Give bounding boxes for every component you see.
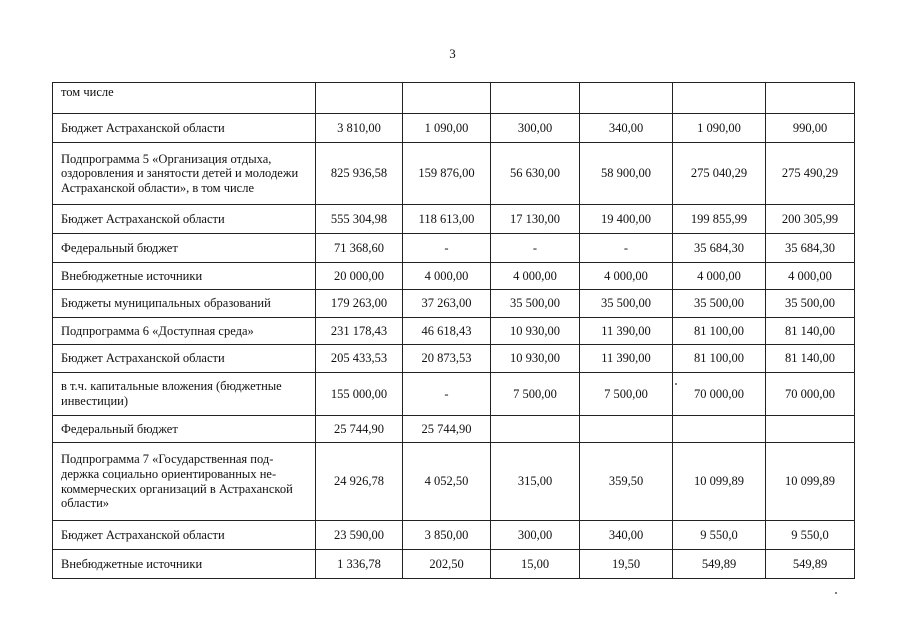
amount-cell: 25 744,90	[316, 416, 403, 443]
amount-cell: 20 873,53	[403, 345, 491, 373]
amount-cell: 4 000,00	[580, 263, 673, 290]
amount-cell: 3 850,00	[403, 521, 491, 550]
scan-speck	[835, 592, 837, 594]
amount-cell: 549,89	[673, 550, 766, 579]
amount-cell: 275 490,29	[766, 143, 855, 205]
amount-cell: 315,00	[491, 443, 580, 521]
amount-cell: 70 000,00	[766, 373, 855, 416]
amount-cell: 35 684,30	[766, 234, 855, 263]
table-row	[53, 521, 855, 550]
amount-cell	[766, 416, 855, 443]
amount-cell: 4 000,00	[403, 263, 491, 290]
amount-cell: 35 500,00	[673, 290, 766, 318]
amount-cell: 11 390,00	[580, 318, 673, 345]
amount-cell: 35 500,00	[766, 290, 855, 318]
amount-cell: 35 500,00	[491, 290, 580, 318]
amount-cell: 549,89	[766, 550, 855, 579]
table-row	[53, 205, 855, 234]
amount-cell	[491, 83, 580, 114]
amount-cell: 37 263,00	[403, 290, 491, 318]
scan-speck	[675, 383, 677, 385]
amount-cell	[580, 83, 673, 114]
budget-table-body	[53, 83, 855, 579]
amount-cell: 11 390,00	[580, 345, 673, 373]
amount-cell: 23 590,00	[316, 521, 403, 550]
amount-cell: 1 090,00	[403, 114, 491, 143]
amount-cell: 35 684,30	[673, 234, 766, 263]
row-label-cell: Подпрограмма 5 «Организация отдыха, оздоровления и занятости детей и молодежи Астраханской области», в том числе	[53, 143, 316, 205]
row-label-cell: Федеральный бюджет	[53, 416, 316, 443]
amount-cell: 340,00	[580, 114, 673, 143]
table-row	[53, 416, 855, 443]
amount-cell: 71 368,60	[316, 234, 403, 263]
table-row	[53, 345, 855, 373]
amount-cell: 81 100,00	[673, 345, 766, 373]
table-row	[53, 263, 855, 290]
amount-cell: 9 550,0	[673, 521, 766, 550]
amount-cell	[673, 83, 766, 114]
amount-cell: 1 336,78	[316, 550, 403, 579]
table-row	[53, 83, 855, 114]
amount-cell: 155 000,00	[316, 373, 403, 416]
amount-cell: 81 140,00	[766, 318, 855, 345]
amount-cell: 15,00	[491, 550, 580, 579]
amount-cell: 990,00	[766, 114, 855, 143]
table-row	[53, 373, 855, 416]
table-row	[53, 114, 855, 143]
row-label-cell: Бюджет Астраханской области	[53, 345, 316, 373]
amount-cell: 25 744,90	[403, 416, 491, 443]
amount-cell: 275 040,29	[673, 143, 766, 205]
amount-cell	[403, 83, 491, 114]
amount-cell: 4 000,00	[491, 263, 580, 290]
amount-cell: 19,50	[580, 550, 673, 579]
table-row	[53, 290, 855, 318]
row-label-cell: Внебюджетные источники	[53, 263, 316, 290]
amount-cell: 825 936,58	[316, 143, 403, 205]
amount-cell: 4 000,00	[673, 263, 766, 290]
amount-cell: 200 305,99	[766, 205, 855, 234]
amount-cell: 70 000,00	[673, 373, 766, 416]
amount-cell: 199 855,99	[673, 205, 766, 234]
amount-cell: 359,50	[580, 443, 673, 521]
amount-cell: -	[403, 373, 491, 416]
amount-cell: 10 930,00	[491, 318, 580, 345]
amount-cell: 118 613,00	[403, 205, 491, 234]
amount-cell: 202,50	[403, 550, 491, 579]
amount-cell: -	[491, 234, 580, 263]
amount-cell	[316, 83, 403, 114]
table-row	[53, 550, 855, 579]
amount-cell: 7 500,00	[491, 373, 580, 416]
amount-cell: -	[403, 234, 491, 263]
amount-cell: 555 304,98	[316, 205, 403, 234]
amount-cell	[673, 416, 766, 443]
amount-cell: 19 400,00	[580, 205, 673, 234]
amount-cell: 10 099,89	[673, 443, 766, 521]
amount-cell: 9 550,0	[766, 521, 855, 550]
amount-cell: 159 876,00	[403, 143, 491, 205]
amount-cell: 179 263,00	[316, 290, 403, 318]
table-row	[53, 234, 855, 263]
row-label-cell: Подпрограмма 6 «Доступная среда»	[53, 318, 316, 345]
amount-cell: 81 140,00	[766, 345, 855, 373]
amount-cell: 340,00	[580, 521, 673, 550]
amount-cell: 81 100,00	[673, 318, 766, 345]
table-row	[53, 318, 855, 345]
row-label-cell: Бюджет Астраханской области	[53, 114, 316, 143]
amount-cell: 231 178,43	[316, 318, 403, 345]
amount-cell: 4 000,00	[766, 263, 855, 290]
row-label-cell: Бюджет Астраханской области	[53, 521, 316, 550]
row-label-cell: Подпрограмма 7 «Государственная под-держка социально ориентированных не-коммерческих организаций в Астраханской области»	[53, 443, 316, 521]
amount-cell: -	[580, 234, 673, 263]
row-label-cell: Федеральный бюджет	[53, 234, 316, 263]
page-number: 3	[449, 46, 456, 61]
row-label-cell: том числе	[53, 83, 316, 114]
amount-cell: 56 630,00	[491, 143, 580, 205]
amount-cell: 1 090,00	[673, 114, 766, 143]
table-row	[53, 443, 855, 521]
amount-cell: 17 130,00	[491, 205, 580, 234]
amount-cell: 46 618,43	[403, 318, 491, 345]
amount-cell: 10 099,89	[766, 443, 855, 521]
amount-cell: 300,00	[491, 521, 580, 550]
amount-cell: 300,00	[491, 114, 580, 143]
row-label-cell: в т.ч. капитальные вложения (бюджетные инвестиции)	[53, 373, 316, 416]
budget-table	[52, 82, 855, 579]
amount-cell: 3 810,00	[316, 114, 403, 143]
amount-cell: 20 000,00	[316, 263, 403, 290]
amount-cell: 10 930,00	[491, 345, 580, 373]
amount-cell	[491, 416, 580, 443]
amount-cell: 24 926,78	[316, 443, 403, 521]
table-row	[53, 143, 855, 205]
amount-cell: 7 500,00	[580, 373, 673, 416]
amount-cell: 58 900,00	[580, 143, 673, 205]
amount-cell: 4 052,50	[403, 443, 491, 521]
row-label-cell: Бюджет Астраханской области	[53, 205, 316, 234]
amount-cell: 35 500,00	[580, 290, 673, 318]
row-label-cell: Внебюджетные источники	[53, 550, 316, 579]
amount-cell	[580, 416, 673, 443]
amount-cell	[766, 83, 855, 114]
amount-cell: 205 433,53	[316, 345, 403, 373]
row-label-cell: Бюджеты муниципальных образований	[53, 290, 316, 318]
